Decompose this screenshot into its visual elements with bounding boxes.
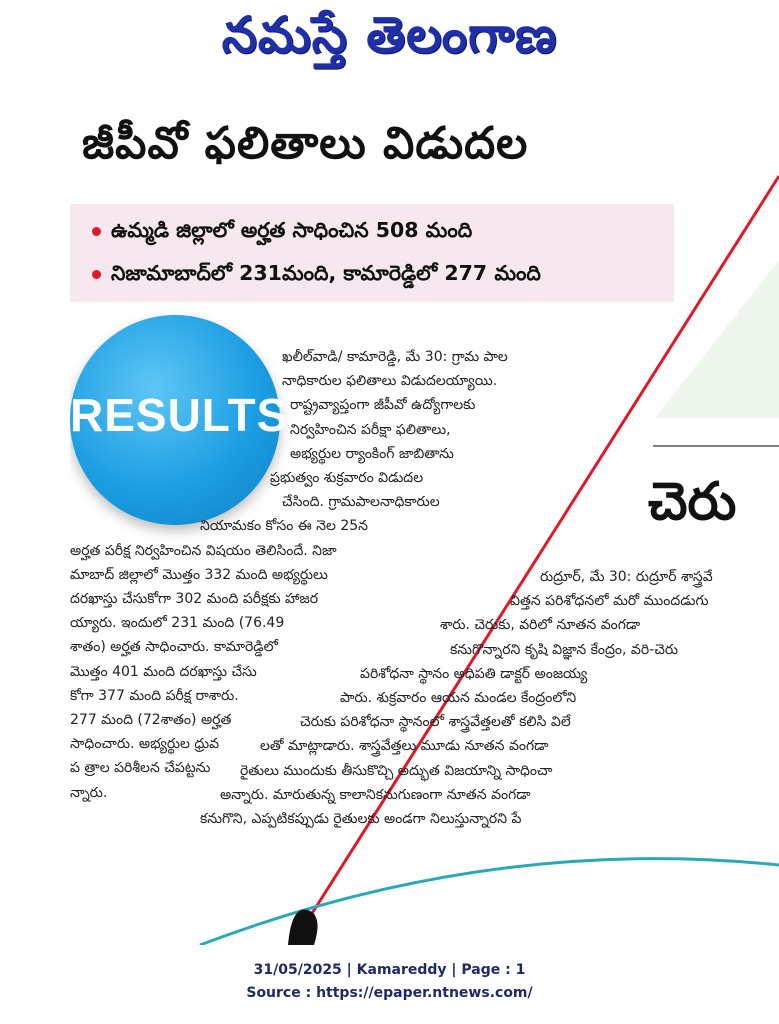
article-line: రుద్రూర్, మే 30: రుద్రూర్ శాస్త్రవే [540,569,713,585]
article-line: న్నారు. [70,784,108,801]
article-line: మాబాద్ జిల్లాలో మొత్తం 332 మంది అభ్యర్థులు [70,566,328,583]
article-line: పరిశోధనా స్థానం అధిపతి డాక్టర్ అంజయ్య [360,665,588,682]
highlight-text: నిజామాబాద్‌లో 231మంది, కామారెడ్డిలో 277 మంది [111,261,541,285]
article-line: అర్హత పరీక్ష నిర్వహించిన విషయం తెలిసిందే. నిజా [70,542,337,559]
right-article-heading: చెరు [648,472,737,532]
article-line: లతో మాట్లాడారు. శాస్త్రవేత్తలు మూడు నూతన వంగడా [260,738,549,755]
newspaper-masthead: నమస్తే తెలంగాణ [221,6,558,64]
article-line: శారు. చెరుకు, వరిలో నూతన వంగడా [440,617,641,634]
highlight-item [92,218,472,247]
article-line: నాధికారుల ఫలితాలు విడుదలయ్యాయి. [282,373,498,390]
headline: జీపీవో ఫలితాలు విడుదల [82,118,529,169]
article-line: శాతం) అర్హత సాధించారు. కామారెడ్డిలో [70,639,279,656]
article-line: చేసింది. గ్రామపాలనాధికారుల [282,494,440,511]
article-line: రాష్ట్రవ్యాప్తంగా జీపీవో ఉద్యోగాలకు [290,397,476,414]
article-line: కనుగొని, ఎప్పటికప్పుడు రైతులకు అండగా నిలుస్తున్నారని పే [200,811,522,828]
article-line: కనుగొన్నారని కృషి విజ్ఞాన కేంద్రం, వరి-చెరు [450,641,678,658]
article-line: అన్నారు. మారుతున్న కాలానికనుగుణంగా నూతన వంగడా [220,786,531,803]
highlights-box [70,204,674,302]
bullet-dot-icon [92,270,101,279]
footer-source-line: Source : https://epaper.ntnews.com/ [246,985,533,1001]
article-line: నియామకం కోసం ఈ నెల 25న [200,518,368,535]
article-line: పారు. శుక్రవారం ఆయన మండల కేంద్రంలోని [340,690,577,707]
article-line: రైతులు ముందుకు తీసుకొచ్చి అద్భుత విజయాన్ని సాధించా [240,762,553,779]
article-line: 277 మంది (72శాతం) అర్హత [70,712,232,729]
article-line: దరఖాస్తు చేసుకోగా 302 మంది పరీక్షకు హాజర [70,591,318,608]
highlight-text: ఉమ్మడి జిల్లాలో అర్హత సాధించిన 508 మంది [111,218,473,242]
results-badge-text: RESULTS [70,389,289,441]
article-line: కోగా 377 మంది పరీక్ష రాశారు. [70,687,239,704]
article-line: య్యారు. ఇందులో 231 మంది (76.49 [70,615,285,632]
right-article-body [200,565,713,831]
article-line: చెరుకు పరిశోధనా స్థానంలో శాస్త్రవేత్తలతో కలిసి విలే [300,714,571,731]
bullet-dot-icon [92,227,101,236]
article-line: ప్రభుత్వం శుక్రవారం విడుదల [270,470,424,487]
article-line: సాధించారు. అభ్యర్థుల ధ్రువ [70,736,220,753]
article-line: నిర్వహించిన పరీక్షా ఫలితాలు, [290,421,451,438]
article-line: విత్తన పరిశోధనలో మరో ముందడుగు [510,593,709,610]
footer-date-line: 31/05/2025 | Kamareddy | Page : 1 [253,962,526,978]
news-clipping [70,100,779,945]
article-line: ప త్రాల పరిశీలన చేపట్టను [70,760,211,777]
article-line: మొత్తం 401 మంది దరఖాస్తు చేసు [70,663,257,680]
article-line: అభ్యర్థుల ర్యాంకింగ్ జాబితాను [290,445,454,462]
teal-arc [200,859,779,945]
highlight-item [92,261,541,290]
article-line: ఖలీల్‌వాడి/ కామారెడ్డి, మే 30: గ్రామ పాల [282,349,508,365]
